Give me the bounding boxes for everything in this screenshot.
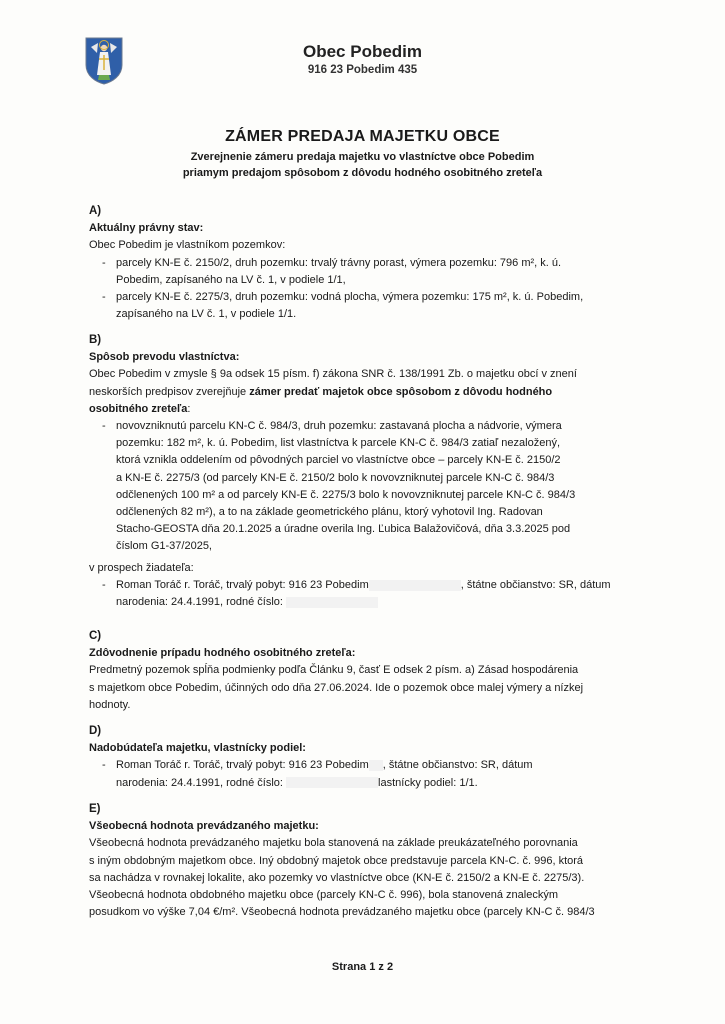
section-a-intro: Obec Pobedim je vlastníkom pozemkov: (89, 239, 286, 252)
list-item (89, 418, 637, 556)
section-e-para-line2: s iným obdobným majetkom obce. Iný obdobný majetok obce predstavuje parcela KN-C. č. 996, ktorá (89, 854, 584, 867)
list-item (89, 255, 637, 289)
section-c-para-line1: Predmetný pozemok spĺňa podmienky podľa Článku 9, časť E odsek 2 písm. a) Zásad hospodárenia (89, 664, 579, 677)
redacted-field (369, 760, 383, 771)
beneficiary-line2-text: narodenia: 24.4.1991, rodné číslo: (116, 596, 283, 609)
bullet-dash: - (102, 256, 106, 269)
section-b-para-line2-bold: zámer predať majetok obce spôsobom z dôvodu hodného (249, 385, 553, 398)
section-c-letter: C) (89, 630, 102, 642)
redacted-field (369, 580, 461, 591)
section-e-para-line1: Všeobecná hodnota prevádzaného majetku bola stanovená na základe preukázateľného porovnania (89, 837, 578, 850)
municipality-name: Obec Pobedim (302, 42, 423, 61)
bullet-dash: - (102, 759, 106, 772)
bullet-dash: - (102, 579, 106, 592)
section-c-heading: Zdôvodnenie prípadu hodného osobitného zreteľa: (89, 647, 356, 660)
beneficiary-line1-a: Roman Toráč r. Toráč, trvalý pobyt: 916 23 Pobedim (116, 579, 369, 592)
redacted-field (286, 777, 378, 788)
beneficiary-line2 (116, 594, 637, 611)
section-b-para-line2 (89, 384, 637, 401)
section-b-item-line2: pozemku: 182 m², k. ú. Pobedim, list vlastníctva k parcele KN-C č. 984/3 zatiaľ nezaložený, (116, 437, 561, 450)
redacted-field (286, 597, 378, 608)
list-item (89, 757, 637, 791)
section-b-beneficiary (89, 560, 637, 612)
section-b (89, 332, 637, 556)
section-e (89, 801, 637, 921)
section-b-item-line4: a KN-E č. 2275/3 (od parcely KN-E č. 2150/2 bolo k novovzniknutej parcele KN-C č. 984/3 (116, 471, 555, 484)
list-item (89, 577, 637, 611)
document-subtitle-line1: Zverejnenie zámeru predaja majetku vo vlastníctve obce Pobedim (190, 151, 535, 163)
section-a-item1-line2: Pobedim, zapísaného na LV č. 1, v podiele 1/1, (116, 273, 346, 286)
section-e-heading: Všeobecná hodnota prevádzaného majetku: (89, 820, 319, 833)
document-subtitle-line2: priamym predajom spôsobom z dôvodu hodného osobitného zreteľa (182, 167, 543, 179)
beneficiary-line1-b: , štátne občianstvo: SR, dátum (460, 579, 611, 592)
section-e-para-line5: posudkom vo výške 7,04 €/m². Všeobecná hodnota prevádzaného majetku obce (parcely KN-C č. 984/3 (89, 906, 595, 919)
section-d (89, 723, 637, 792)
section-a-item2-line2: zapísaného na LV č. 1, v podiele 1/1. (116, 308, 297, 321)
bullet-dash: - (102, 291, 106, 304)
section-b-item-line6: odčlenených 82 m²), a to na základe geometrického plánu, ktorý vyhotovil Ing. Radovan (116, 506, 543, 519)
section-b-letter: B) (89, 334, 102, 346)
section-d-line1 (116, 757, 637, 774)
municipality-address: 916 23 Pobedim 435 (307, 64, 418, 76)
section-d-line1-a: Roman Toráč r. Toráč, trvalý pobyt: 916 23 Pobedim (116, 759, 369, 772)
section-d-heading: Nadobúdateľa majetku, vlastnícky podiel: (89, 742, 306, 755)
section-a-item2-line1: parcely KN-E č. 2275/3, druh pozemku: vodná plocha, výmera pozemku: 175 m², k. ú. Pobedim, (116, 291, 584, 304)
beneficiary-line1 (116, 577, 637, 594)
section-b-item-line1: novovzniknutú parcelu KN-C č. 984/3, druh pozemku: zastavaná plocha a nádvorie, výmera (116, 420, 562, 433)
section-e-para-line4: Všeobecná hodnota obdobného majetku obce (parcely KN-C č. 996), bola stanovená znaleckým (89, 889, 559, 902)
section-a-letter: A) (89, 205, 102, 217)
bullet-dash: - (102, 420, 106, 433)
section-a-item1-line1: parcely KN-E č. 2150/2, druh pozemku: trvalý trávny porast, výmera pozemku: 796 m², k. ú. (116, 256, 562, 269)
section-c-para-line2: s majetkom obce Pobedim, účinných odo dňa 27.06.2024. Ide o pozemok obce malej výmery a nízkej (89, 681, 584, 694)
document-title: ZÁMER PREDAJA MAJETKU OBCE (225, 128, 500, 145)
section-e-letter: E) (89, 803, 101, 815)
section-b-para-line3-normal: : (187, 402, 191, 415)
section-a-heading: Aktuálny právny stav: (89, 222, 204, 235)
section-c (89, 628, 637, 714)
section-b-item-line8: číslom G1-37/2025, (116, 540, 212, 553)
section-b-item-line3: ktorá vznikla oddelením od pôvodných parciel vo vlastníctve obce – parcely KN-E č. 2150/2 (116, 454, 561, 467)
section-d-letter: D) (89, 725, 102, 737)
section-c-para-line3: hodnoty. (89, 698, 131, 711)
section-d-line2-b: lastnícky podiel: 1/1. (378, 776, 478, 789)
section-b-para-line2-normal: neskorších predpisov zverejňuje (89, 385, 250, 398)
section-b-para-line1: Obec Pobedim v zmysle § 9a odsek 15 písm. f) zákona SNR č. 138/1991 Zb. o majetku obcí v znení (89, 368, 577, 381)
section-d-line1-b: , štátne občianstvo: SR, dátum (382, 759, 533, 772)
section-b-para-line3 (89, 401, 637, 418)
section-d-line2-a: narodenia: 24.4.1991, rodné číslo: (116, 776, 283, 789)
section-b-item-line7: Stacho-GEOSTA dňa 20.1.2025 a úradne overila Ing. Ľubica Balažovičová, dňa 3.3.2025 pod (116, 523, 571, 536)
list-item (89, 289, 637, 323)
section-e-para-line3: sa nachádza v rovnakej lokalite, ako pozemky vo vlastníctve obce (KN-E č. 2150/2 a KN-E č. 2275/3). (89, 871, 585, 884)
page-number: Strana 1 z 2 (331, 961, 394, 973)
section-d-line2 (116, 775, 637, 792)
section-b-item-line5: odčlenených 100 m² a od parcely KN-E č. 2275/3 bolo k novovzniknutej parcele KN-C č. 984/3 (116, 488, 576, 501)
section-b-heading: Spôsob prevodu vlastníctva: (89, 351, 240, 364)
section-b-para-line3-bold: osobitného zreteľa (89, 402, 188, 415)
section-a (89, 203, 637, 323)
beneficiary-intro: v prospech žiadateľa: (89, 562, 194, 574)
